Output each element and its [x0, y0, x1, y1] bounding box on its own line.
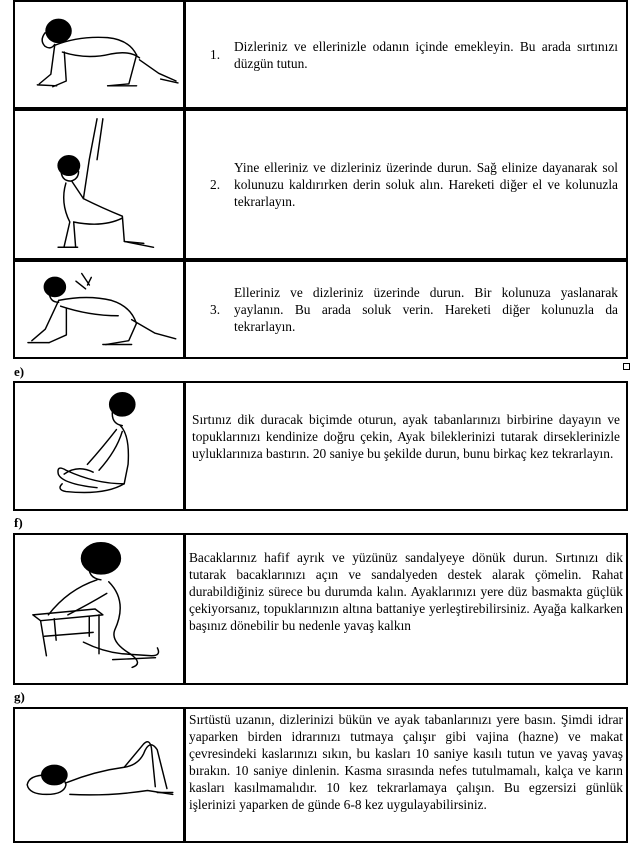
section-g-illustration [13, 707, 185, 843]
exercise-3-text: Elleriniz ve dizleriniz üzerinde durun. Bir kolunuza yaslanarak yaylanın. Bu arada soluk verin. Hareketi diğer kolunuzla da tekrarlayın. [234, 285, 618, 334]
section-f-text-box [184, 533, 628, 685]
exercise-2-text-box [184, 109, 628, 260]
section-g-text: Sırtüstü uzanın, dizlerinizi bükün ve ayak tabanlarınızı yere basın. Şimdi idrar yaparken birden idrarınızı tutmaya çalışır gibi vajina (hazne) ve makat çevresindeki kaslarınızı sıkın, bu kasları 10 saniye kasılı tutun ve yavaş yavaş bırakın. 10 saniye dinlenin. Kasma sırasında nefes tutulmamalı, kalça ve karın kasları kasılmamalıdır. 10 kez tekrarlamaya çalışın. Bu egzersizi günlük işlerinizi yaparken de günde 6-8 kez uygulayabilirsiniz. [189, 712, 623, 812]
kneeling-lean-figure-icon [15, 262, 183, 357]
section-g-text-box [184, 707, 628, 843]
exercise-3-illustration [13, 260, 185, 359]
seated-butterfly-figure-icon [15, 383, 183, 509]
table-corner-marker [623, 363, 630, 370]
exercise-1-text: Dizleriniz ve ellerinizle odanın içinde emekleyin. Bu arada sırtınızı düzgün tutun. [234, 38, 618, 71]
exercise-1-number: 1. [210, 47, 221, 62]
section-f-label: f) [14, 515, 23, 530]
exercise-3-number: 3. [210, 302, 221, 317]
exercise-2-number: 2. [210, 177, 221, 192]
exercise-3-text-box [184, 260, 628, 359]
exercise-1-illustration [13, 0, 185, 109]
section-f-illustration [13, 533, 185, 685]
section-e-illustration [13, 381, 185, 511]
exercise-2-illustration [13, 109, 185, 260]
section-g-label: g) [14, 689, 25, 704]
section-e-label: e) [14, 364, 25, 379]
kneeling-arm-raise-figure-icon [15, 111, 183, 258]
exercise-1-text-box [184, 0, 628, 109]
section-e-text-box [184, 381, 628, 511]
section-e-text: Sırtınız dik duracak biçimde oturun, ayak tabanlarınızı birbirine dayayın ve topuklarınızı kendinize doğru çekin, Ayak bileklerinizi tutarak dirseklerinizle uyluklarınıza bastırın. 20 saniye bu şekilde durun, bunu birkaç kez tekrarlayın. [192, 412, 620, 461]
lying-knees-bent-figure-icon [15, 709, 183, 841]
chair-squat-figure-icon [15, 535, 183, 683]
section-f-text: Bacaklarınız hafif ayrık ve yüzünüz sandalyeye dönük durun. Sırtınızı dik tutarak bacaklarınızı açın ve sandalyeden destek alarak çömelin. Rahat durabildiğiniz sürece bu durumda kalın. Ayaklarınızı yere düz basmakta güçlük çekiyorsanız, topuklarınızın altına battaniye yerleştirebilirsiniz. Ayağa kalkarken başınız dönebilir bu nedenle yavaş kalkın [189, 550, 623, 633]
crawling-figure-icon [15, 2, 183, 107]
exercise-2-text: Yine elleriniz ve dizleriniz üzerinde durun. Sağ elinize dayanarak sol kolunuzu kaldırırken derin soluk alın. Hareketi diğer el ve kolunuzla tekrarlayın. [234, 160, 618, 209]
